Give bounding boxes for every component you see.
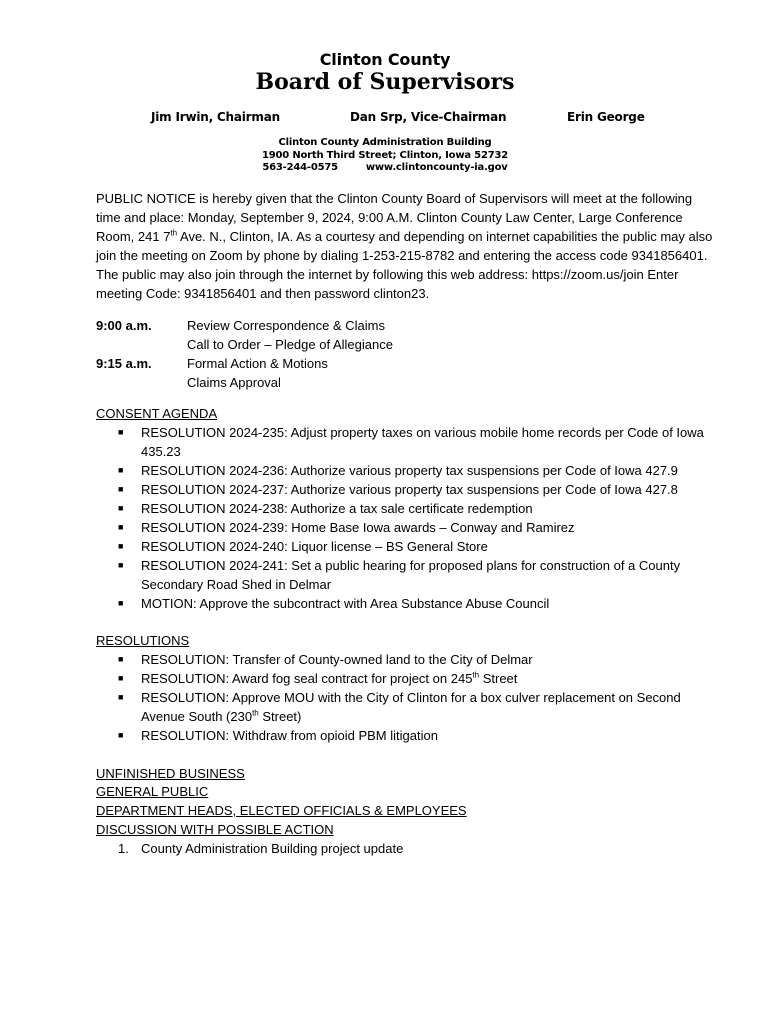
list-item-text: RESOLUTION 2024-238: Authorize a tax sale certificate redemption bbox=[141, 501, 533, 516]
schedule-time: 9:15 a.m. bbox=[96, 356, 152, 371]
list-item-text: RESOLUTION 2024-239: Home Base Iowa awards – Conway and Ramirez bbox=[141, 520, 575, 535]
bullet-icon: ■ bbox=[118, 673, 124, 683]
bullet-icon: ■ bbox=[118, 541, 124, 551]
contact-line bbox=[0, 162, 770, 173]
list-item bbox=[0, 669, 706, 688]
resolutions-list bbox=[0, 650, 770, 745]
list-item bbox=[0, 688, 706, 726]
list-item-text: RESOLUTION: Transfer of County-owned land to the City of Delmar bbox=[141, 652, 533, 667]
list-item-text: Street bbox=[479, 671, 518, 686]
schedule-time: 9:00 a.m. bbox=[96, 318, 152, 333]
list-item-text: MOTION: Approve the subcontract with Area Substance Abuse Council bbox=[141, 596, 550, 611]
official-vice-chairman: Dan Srp, Vice-Chairman bbox=[350, 110, 507, 124]
ordinal-superscript: th bbox=[472, 670, 480, 680]
list-item-text: RESOLUTION: Approve MOU with the City of Clinton for a box culver replacement on Second Avenue South (230 bbox=[141, 690, 681, 724]
bullet-icon: ■ bbox=[118, 503, 124, 513]
board-title: Board of Supervisors bbox=[255, 69, 515, 95]
bullet-icon: ■ bbox=[118, 522, 124, 532]
official-member: Erin George bbox=[567, 110, 645, 124]
list-item bbox=[0, 480, 706, 499]
list-item bbox=[0, 556, 706, 594]
bullet-icon: ■ bbox=[118, 560, 124, 570]
list-item bbox=[0, 423, 706, 461]
notice-superscript: th bbox=[170, 228, 178, 238]
unfinished-business-heading: UNFINISHED BUSINESS bbox=[96, 766, 245, 781]
bullet-icon: ■ bbox=[118, 427, 124, 437]
notice-text-part2: Ave. N., Clinton, IA. As a courtesy and depending on internet capabilities the public may also join the meeting on Zoom by phone by dialing 1-253-215-8782 and entering the access code 9341856401. The public may also join through the internet by following this web address: https://zoom.us/join Enter meeting Code: 9341856401 and then password clinton23. bbox=[96, 229, 713, 301]
official-chairman: Jim Irwin, Chairman bbox=[151, 110, 280, 124]
list-item bbox=[0, 650, 706, 669]
bullet-icon: ■ bbox=[118, 484, 124, 494]
list-item bbox=[0, 594, 706, 613]
list-item-text: County Administration Building project update bbox=[141, 841, 404, 856]
department-heads-heading: DEPARTMENT HEADS, ELECTED OFFICIALS & EMPLOYEES bbox=[96, 803, 467, 818]
discussion-heading: DISCUSSION WITH POSSIBLE ACTION bbox=[96, 822, 334, 837]
bullet-icon: ■ bbox=[118, 730, 124, 740]
website-link[interactable]: www.clintoncounty-ia.gov bbox=[365, 162, 508, 173]
phone-number: 563-244-0575 bbox=[262, 162, 338, 173]
list-item bbox=[0, 461, 706, 480]
consent-agenda-list bbox=[0, 423, 770, 613]
county-name: Clinton County bbox=[319, 50, 451, 69]
ordinal-superscript: th bbox=[252, 708, 259, 718]
schedule-item: Review Correspondence & Claims bbox=[187, 318, 385, 333]
list-item bbox=[0, 537, 706, 556]
general-public-heading: GENERAL PUBLIC bbox=[96, 784, 209, 799]
list-item-text: RESOLUTION 2024-236: Authorize various property tax suspensions per Code of Iowa 427.9 bbox=[141, 463, 678, 478]
bullet-icon: ■ bbox=[118, 465, 124, 475]
list-item-text: RESOLUTION 2024-241: Set a public hearing for proposed plans for construction of a County Secondary Road Shed in Delmar bbox=[141, 558, 681, 592]
list-number: 1. bbox=[118, 841, 129, 856]
schedule-item: Call to Order – Pledge of Allegiance bbox=[187, 337, 393, 352]
list-item bbox=[0, 726, 706, 745]
list-item-text: RESOLUTION 2024-240: Liquor license – BS General Store bbox=[141, 539, 488, 554]
list-item-text: RESOLUTION 2024-235: Adjust property taxes on various mobile home records per Code of Iowa 435.23 bbox=[141, 425, 704, 459]
schedule-item: Formal Action & Motions bbox=[187, 356, 328, 371]
list-item-text: RESOLUTION 2024-237: Authorize various property tax suspensions per Code of Iowa 427.8 bbox=[141, 482, 678, 497]
list-item-text: RESOLUTION: Withdraw from opioid PBM litigation bbox=[141, 728, 438, 743]
address-street: 1900 North Third Street; Clinton, Iowa 52732 bbox=[262, 150, 508, 161]
resolutions-heading: RESOLUTIONS bbox=[96, 633, 190, 648]
list-item bbox=[0, 518, 706, 537]
bullet-icon: ■ bbox=[118, 598, 124, 608]
list-item bbox=[0, 499, 706, 518]
public-notice bbox=[96, 189, 716, 303]
consent-agenda-heading: CONSENT AGENDA bbox=[96, 406, 218, 421]
address-building: Clinton County Administration Building bbox=[278, 137, 492, 148]
list-item-text: RESOLUTION: Award fog seal contract for project on 245 bbox=[141, 671, 473, 686]
bullet-icon: ■ bbox=[118, 654, 124, 664]
list-item-text: Street) bbox=[258, 709, 302, 724]
schedule-item: Claims Approval bbox=[187, 375, 281, 390]
bullet-icon: ■ bbox=[118, 692, 124, 702]
notice-text-part1: PUBLIC NOTICE is hereby given that the Clinton County Board of Supervisors will meet at the following time and place: Monday, September 9, 2024, 9:00 A.M. Clinton County Law Center, Large Conference Room, 241 7 bbox=[96, 191, 693, 244]
